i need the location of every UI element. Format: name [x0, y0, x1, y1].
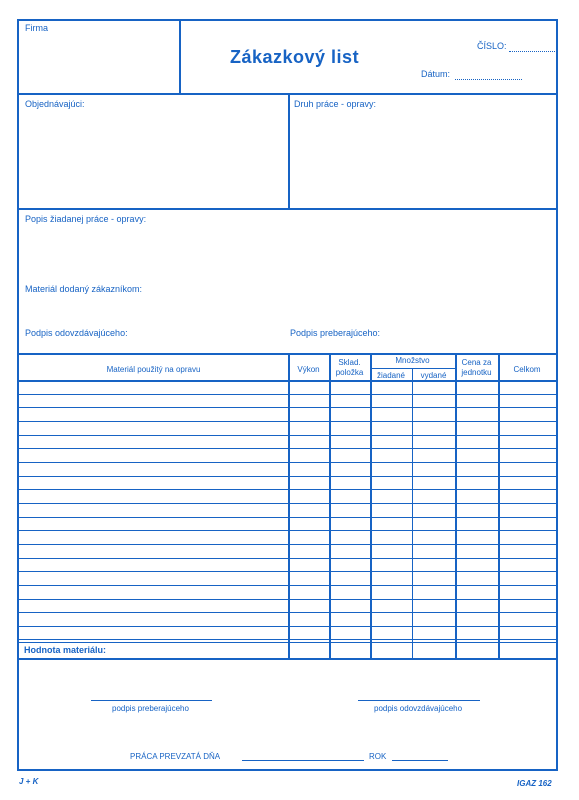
col-divider-vykon	[288, 353, 290, 659]
datum-label: Dátum:	[421, 69, 451, 79]
table-row	[19, 407, 556, 408]
table-row	[19, 503, 556, 504]
footer-left-mark: J + K	[19, 777, 39, 786]
datum-field[interactable]	[455, 79, 522, 80]
popis-label: Popis žiadanej práce - opravy:	[25, 214, 147, 224]
col-vydane-header: vydané	[420, 371, 447, 380]
col-material-header: Materiál použitý na opravu	[106, 365, 201, 374]
col-divider-vydane	[412, 369, 413, 659]
podpis-preberajuceho-caption: podpis preberajúceho	[112, 704, 189, 713]
table-row	[19, 394, 556, 395]
firma-label: Firma	[25, 23, 48, 33]
col-mnozstvo-header: Množstvo	[395, 356, 430, 365]
table-bottom	[19, 658, 556, 660]
table-row	[19, 517, 556, 518]
material-dodany-label: Materiál dodaný zákazníkom:	[25, 284, 143, 294]
col-celkom-header: Celkom	[513, 365, 541, 374]
divider-2	[19, 208, 556, 210]
podpis-odovzdavajuceho-label: Podpis odovzdávajúceho:	[25, 328, 128, 338]
objednavajuci-label: Objednávajúci:	[25, 99, 85, 109]
col-divider-ziadane	[370, 353, 372, 659]
table-row	[19, 585, 556, 586]
order-divider	[288, 93, 290, 208]
total-row-top-2	[19, 642, 556, 643]
col-vykon-header: Výkon	[297, 365, 320, 374]
col-ziadane-header: žiadané	[376, 371, 406, 380]
header-divider	[179, 21, 181, 93]
col-divider-sklad	[329, 353, 331, 659]
signature-line-preberajuceho	[91, 700, 212, 701]
signature-line-odovzdavajuceho	[358, 700, 480, 701]
table-row	[19, 599, 556, 600]
druh-prace-label: Druh práce - opravy:	[294, 99, 377, 109]
table-row	[19, 626, 556, 627]
rok-label: ROK	[369, 752, 387, 761]
podpis-odovzdavajuceho-caption: podpis odovzdávajúceho	[374, 704, 463, 713]
col-divider-cena	[455, 353, 457, 659]
col-sklad-header-1: Sklad.	[338, 358, 361, 367]
col-divider-celkom	[498, 353, 500, 659]
total-row-top-1	[19, 639, 556, 640]
table-row	[19, 489, 556, 490]
cislo-field[interactable]	[509, 51, 557, 52]
mnozstvo-underline	[370, 368, 455, 369]
order-form	[17, 19, 558, 771]
table-row	[19, 530, 556, 531]
table-row	[19, 462, 556, 463]
table-row	[19, 558, 556, 559]
table-row	[19, 571, 556, 572]
footer-right-mark: IGAZ 162	[517, 779, 552, 788]
hodnota-materialu-label: Hodnota materiálu:	[24, 645, 107, 655]
rok-line[interactable]	[392, 760, 448, 761]
table-row	[19, 421, 556, 422]
col-sklad-header-2: položka	[335, 368, 364, 377]
table-row	[19, 544, 556, 545]
cislo-label: ČÍSLO:	[477, 41, 507, 51]
table-row	[19, 476, 556, 477]
col-cena-header-2: jednotku	[461, 368, 492, 377]
praca-prevzata-line[interactable]	[242, 760, 364, 761]
page-title: Zákazkový list	[230, 47, 360, 67]
table-row	[19, 448, 556, 449]
table-header-bottom	[19, 380, 556, 382]
table-row	[19, 612, 556, 613]
podpis-preberajuceho-label: Podpis preberajúceho:	[290, 328, 381, 338]
col-cena-header-1: Cena za	[461, 358, 492, 367]
praca-prevzata-label: PRÁCA PREVZATÁ DŇA	[130, 752, 221, 761]
table-row	[19, 435, 556, 436]
